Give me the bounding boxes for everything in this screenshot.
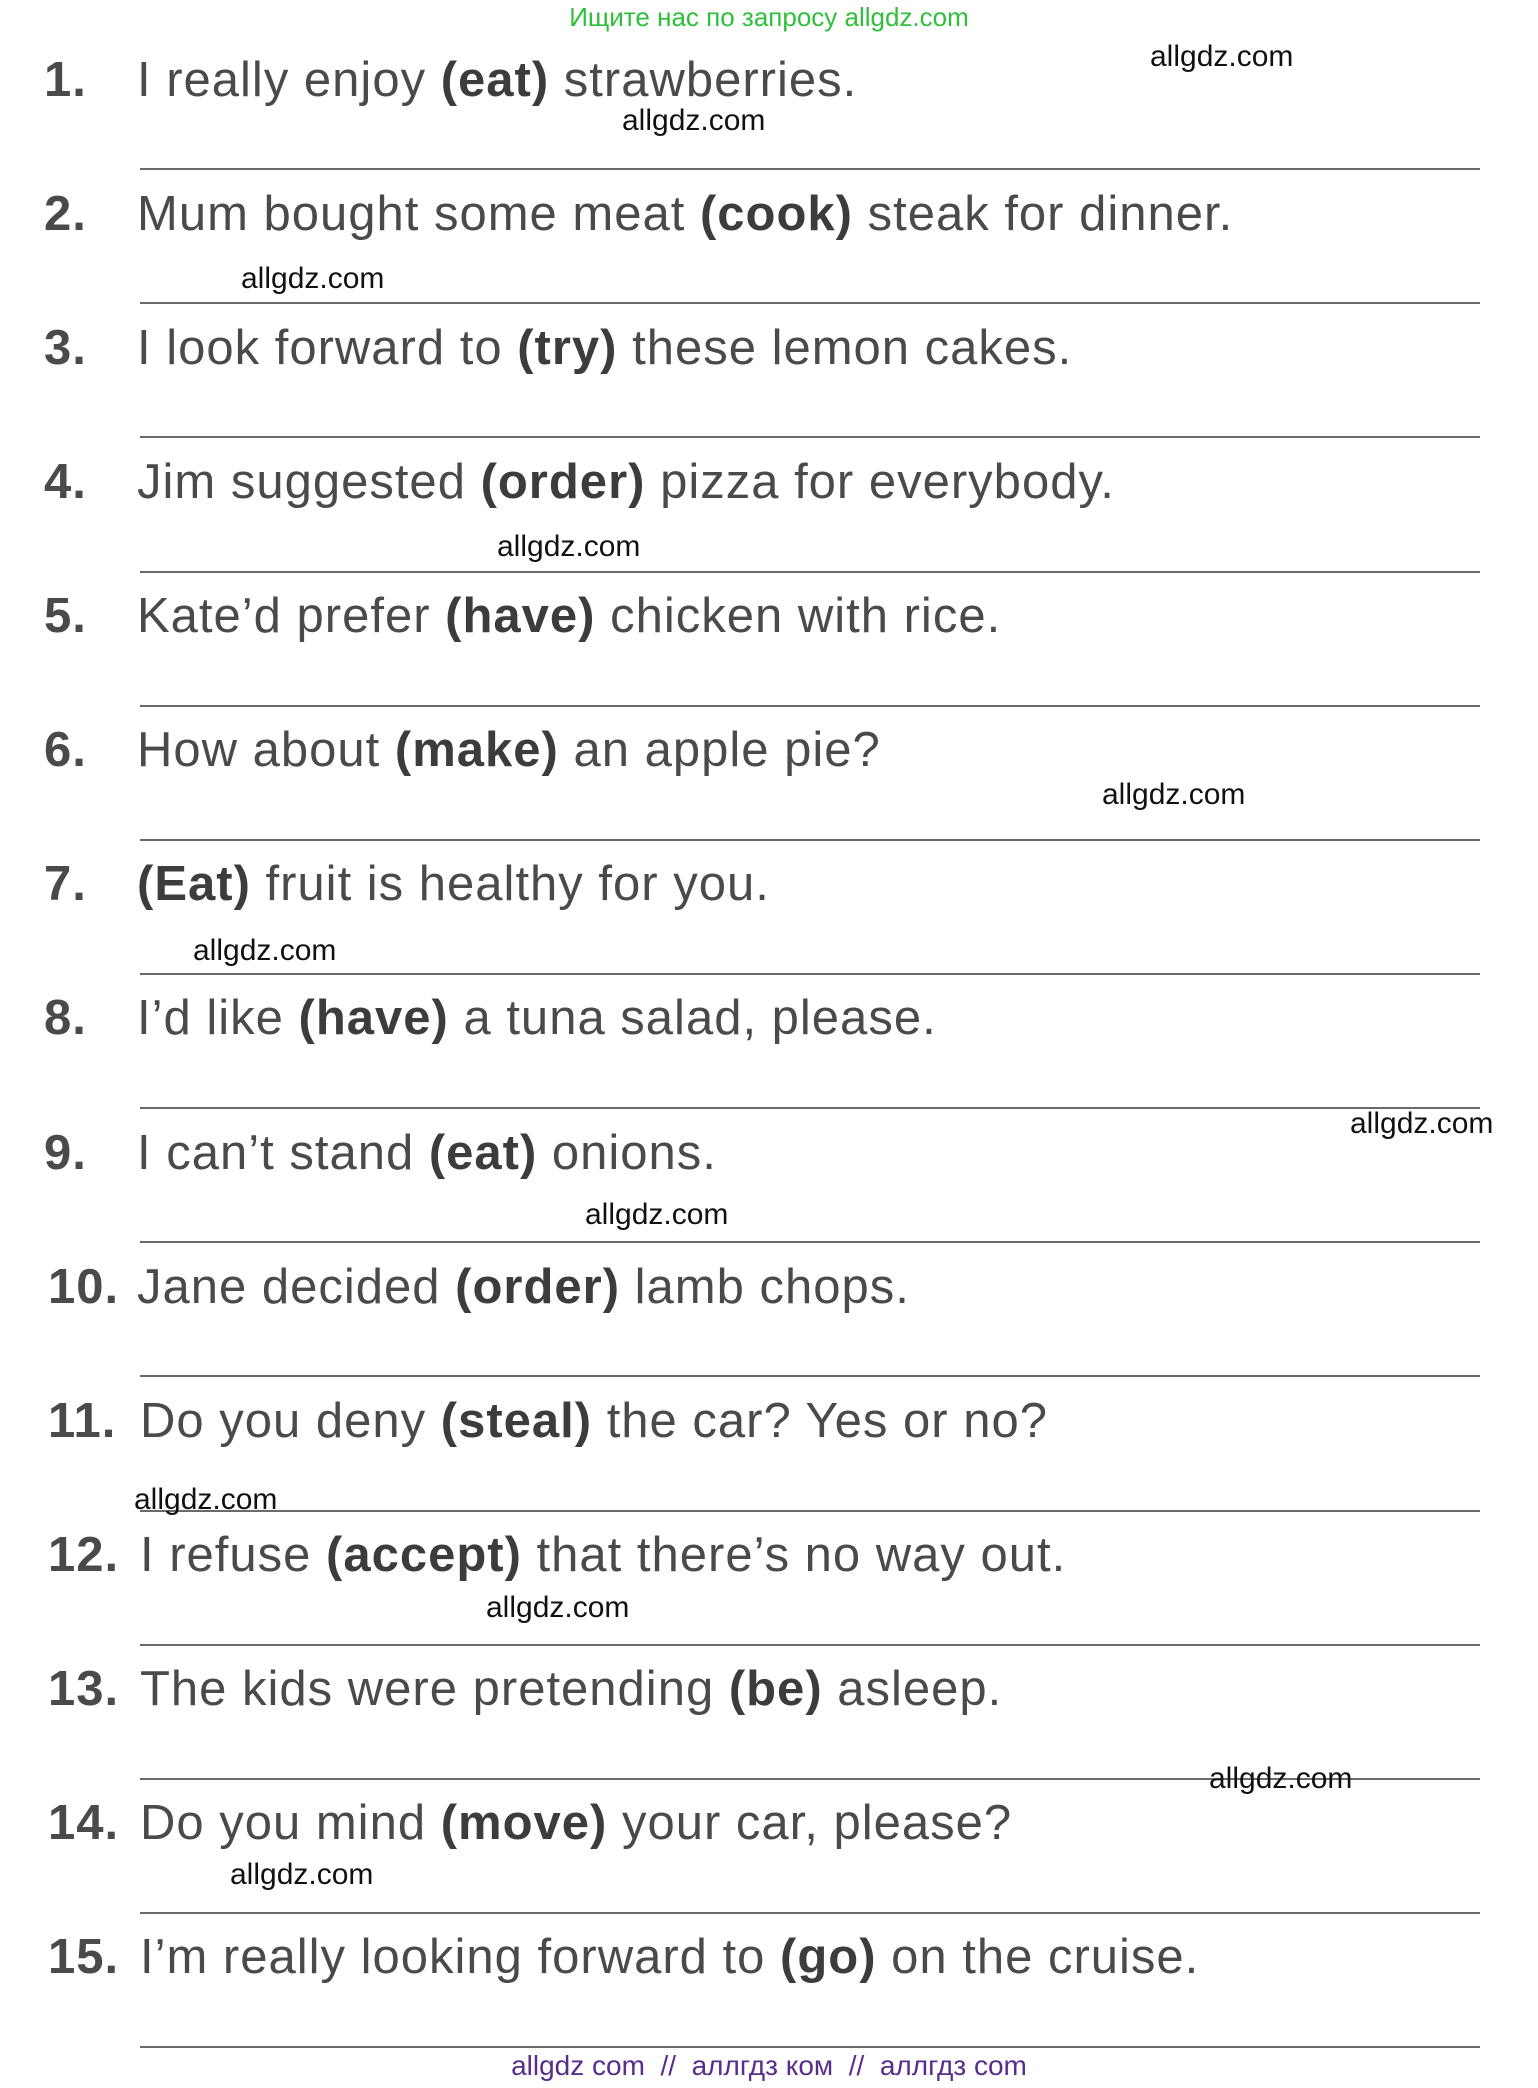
exercise-sentence: I’d like (have) a tuna salad, please. bbox=[137, 991, 937, 1045]
exercise-7 bbox=[0, 856, 1538, 916]
exercise-number: 11. bbox=[48, 1394, 117, 1448]
answer-line-7[interactable] bbox=[140, 973, 1480, 975]
answer-line-11[interactable] bbox=[140, 1510, 1480, 1512]
exercise-4 bbox=[0, 454, 1538, 514]
verb-prompt: (move) bbox=[440, 1796, 608, 1850]
exercise-sentence: How about (make) an apple pie? bbox=[137, 723, 881, 777]
verb-prompt: (order) bbox=[455, 1260, 621, 1314]
watermark: allgdz.com bbox=[1209, 1762, 1353, 1795]
watermark: allgdz.com bbox=[486, 1591, 630, 1624]
exercise-sentence: Do you deny (steal) the car? Yes or no? bbox=[140, 1394, 1048, 1448]
exercise-sentence: Jane decided (order) lamb chops. bbox=[137, 1260, 910, 1314]
exercise-number: 15. bbox=[48, 1930, 120, 1984]
verb-prompt: (order) bbox=[480, 455, 646, 509]
exercise-sentence: I really enjoy (eat) strawberries. bbox=[137, 53, 858, 107]
exercise-number: 3. bbox=[44, 321, 87, 375]
verb-prompt: (steal) bbox=[440, 1394, 593, 1448]
answer-line-12[interactable] bbox=[140, 1644, 1480, 1646]
verb-prompt: (eat) bbox=[428, 1126, 538, 1180]
exercise-number: 8. bbox=[44, 991, 87, 1045]
answer-line-4[interactable] bbox=[140, 571, 1480, 573]
answer-line-15[interactable] bbox=[140, 2046, 1480, 2048]
watermark: allgdz.com bbox=[1350, 1107, 1494, 1140]
answer-line-1[interactable] bbox=[140, 168, 1480, 170]
exercise-11 bbox=[0, 1393, 1538, 1453]
exercise-number: 5. bbox=[44, 589, 87, 643]
watermark: allgdz.com bbox=[1102, 778, 1246, 811]
watermark: allgdz.com bbox=[193, 934, 337, 967]
verb-prompt: (eat) bbox=[440, 53, 550, 107]
watermark: allgdz.com bbox=[134, 1483, 278, 1516]
verb-prompt: (have) bbox=[445, 589, 596, 643]
watermark: allgdz.com bbox=[585, 1198, 729, 1231]
verb-prompt: (have) bbox=[298, 991, 449, 1045]
exercise-number: 9. bbox=[44, 1126, 87, 1180]
top-banner: Ищите нас по запросу allgdz.com bbox=[569, 2, 969, 32]
verb-prompt: (be) bbox=[728, 1662, 823, 1716]
answer-line-8[interactable] bbox=[140, 1107, 1480, 1109]
exercise-number: 6. bbox=[44, 723, 87, 777]
footer-watermark: allgdz com // аллгдз ком // аллгдз com bbox=[511, 2050, 1027, 2081]
answer-line-3[interactable] bbox=[140, 436, 1480, 438]
exercise-13 bbox=[0, 1661, 1538, 1721]
exercise-6 bbox=[0, 722, 1538, 782]
exercise-sentence: I’m really looking forward to (go) on the cruise. bbox=[140, 1930, 1200, 1984]
exercise-5 bbox=[0, 588, 1538, 648]
verb-prompt: (Eat) bbox=[137, 857, 251, 911]
watermark: allgdz.com bbox=[230, 1858, 374, 1891]
exercise-sentence: Do you mind (move) your car, please? bbox=[140, 1796, 1013, 1850]
exercise-number: 4. bbox=[44, 455, 87, 509]
exercise-9 bbox=[0, 1125, 1538, 1185]
exercise-10 bbox=[0, 1259, 1538, 1319]
exercise-sentence: Kate’d prefer (have) chicken with rice. bbox=[137, 589, 1002, 643]
watermark: allgdz.com bbox=[497, 530, 641, 563]
answer-line-2[interactable] bbox=[140, 302, 1480, 304]
exercise-number: 1. bbox=[44, 53, 87, 107]
answer-line-9[interactable] bbox=[140, 1241, 1480, 1243]
watermark: allgdz.com bbox=[241, 262, 385, 295]
exercise-3 bbox=[0, 320, 1538, 380]
exercise-sentence: Jim suggested (order) pizza for everybody. bbox=[137, 455, 1115, 509]
answer-line-5[interactable] bbox=[140, 705, 1480, 707]
exercise-12 bbox=[0, 1527, 1538, 1587]
exercise-number: 14. bbox=[48, 1796, 120, 1850]
verb-prompt: (cook) bbox=[699, 187, 853, 241]
verb-prompt: (try) bbox=[517, 321, 618, 375]
exercise-2 bbox=[0, 186, 1538, 246]
watermark: allgdz.com bbox=[1150, 40, 1294, 73]
answer-line-10[interactable] bbox=[140, 1375, 1480, 1377]
exercise-number: 2. bbox=[44, 187, 87, 241]
exercise-number: 12. bbox=[48, 1528, 120, 1582]
exercise-sentence: I refuse (accept) that there’s no way out. bbox=[140, 1528, 1067, 1582]
answer-line-14[interactable] bbox=[140, 1912, 1480, 1914]
exercise-number: 7. bbox=[44, 857, 87, 911]
exercise-8 bbox=[0, 990, 1538, 1050]
exercise-number: 10. bbox=[48, 1260, 120, 1314]
verb-prompt: (accept) bbox=[326, 1528, 522, 1582]
exercise-15 bbox=[0, 1929, 1538, 1989]
exercise-sentence: (Eat) fruit is healthy for you. bbox=[137, 857, 770, 911]
exercise-14 bbox=[0, 1795, 1538, 1855]
verb-prompt: (make) bbox=[394, 723, 559, 777]
exercise-sentence: The kids were pretending (be) asleep. bbox=[140, 1662, 1003, 1716]
answer-line-6[interactable] bbox=[140, 839, 1480, 841]
exercise-number: 13. bbox=[48, 1662, 120, 1716]
exercise-sentence: I look forward to (try) these lemon cakes. bbox=[137, 321, 1073, 375]
verb-prompt: (go) bbox=[780, 1930, 877, 1984]
exercise-sentence: Mum bought some meat (cook) steak for dinner. bbox=[137, 187, 1234, 241]
watermark: allgdz.com bbox=[622, 104, 766, 137]
exercise-1 bbox=[0, 52, 1538, 112]
exercise-sentence: I can’t stand (eat) onions. bbox=[137, 1126, 717, 1180]
